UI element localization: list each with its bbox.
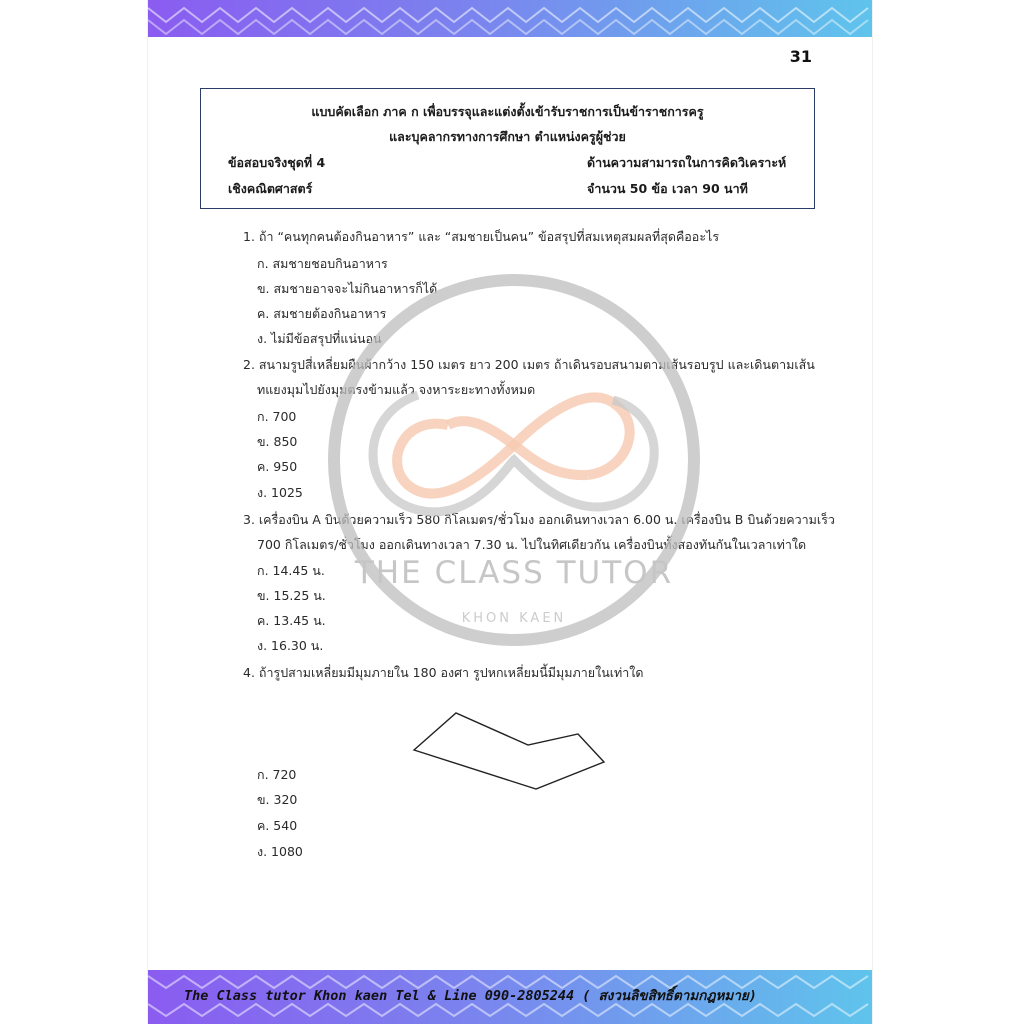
exam-header-box [200,88,815,209]
question-2-option-a: ก. 700 [257,409,297,424]
zigzag-pattern-icon [148,0,872,37]
exam-title-line-1: แบบคัดเลือก ภาค ก เพื่อบรรจุและแต่งตั้งเข้ารับราชการเป็นข้าราชการครู [311,104,704,119]
question-1-option-a: ก. สมชายชอบกินอาหาร [257,256,388,271]
question-2: 2. สนามรูปสี่เหลี่ยมผืนผ้ากว้าง 150 เมตร ยาว 200 เมตร ถ้าเดินรอบสนามตามเส้นรอบรูป และเดินตามเส้น [243,357,815,372]
question-1-option-c: ค. สมชายต้องกินอาหาร [257,306,387,321]
watermark-location: KHON KAEN [461,611,567,626]
question-1: 1. ถ้า “คนทุกคนต้องกินอาหาร” และ “สมชายเป็นคน” ข้อสรุปที่สมเหตุสมผลที่สุดคืออะไร [243,229,720,244]
question-4-option-d: ง. 1080 [257,844,303,859]
question-4-option-c: ค. 540 [257,818,298,833]
document-page [148,0,872,1024]
question-2-option-b: ข. 850 [257,434,298,449]
exam-subject-label: เชิงคณิตศาสตร์ [228,181,313,196]
exam-set-label: ข้อสอบจริงชุดที่ 4 [228,155,326,170]
question-3-option-c: ค. 13.45 น. [257,613,326,628]
question-1-option-b: ข. สมชายอาจจะไม่กินอาหารก็ได้ [257,281,438,296]
question-1-option-d: ง. ไม่มีข้อสรุปที่แน่นอน [257,331,382,346]
question-3-option-d: ง. 16.30 น. [257,638,324,653]
exam-title-line-2: และบุคลากรทางการศึกษา ตำแหน่งครูผู้ช่วย [389,129,626,144]
question-4-option-b: ข. 320 [257,792,298,807]
question-4: 4. ถ้ารูปสามเหลี่ยมมีมุมภายใน 180 องศา รูปหกเหลี่ยมนี้มีมุมภายในเท่าใด [243,665,644,680]
hexagon-figure [412,705,612,795]
footer-band [148,970,872,1024]
question-3-continued: 700 กิโลเมตร/ชั่วโมง ออกเดินทางเวลา 7.30 น. ไปในทิศเดียวกัน เครื่องบินทั้งสองทันกันในเวลาเท่าใด [257,537,807,552]
question-3-option-b: ข. 15.25 น. [257,588,326,603]
watermark-logo [298,265,738,685]
question-3: 3. เครื่องบิน A บินด้วยความเร็ว 580 กิโลเมตร/ชั่วโมง ออกเดินทางเวลา 6.00 น. เครื่องบิน B บินด้วยความเร็ว [243,512,835,527]
question-4-option-a: ก. 720 [257,767,297,782]
question-2-option-c: ค. 950 [257,459,298,474]
top-decorative-band [148,0,872,37]
question-2-continued: ทแยงมุมไปยังมุมตรงข้ามแล้ว จงหาระยะทางทั้งหมด [257,382,536,397]
page-number: 31 [789,47,812,66]
footer-contact-text: The Class tutor Khon kaen Tel & Line 090-2805244 ( สงวนลิขสิทธิ์ตามกฎหมาย) [184,988,757,1004]
watermark-brand: THE CLASS TUTOR [354,555,674,591]
question-3-option-a: ก. 14.45 น. [257,563,325,578]
exam-domain-label: ด้านความสามารถในการคิดวิเคราะห์ [587,155,787,170]
question-2-option-d: ง. 1025 [257,485,303,500]
exam-count-time-label: จำนวน 50 ข้อ เวลา 90 นาที [587,181,748,196]
